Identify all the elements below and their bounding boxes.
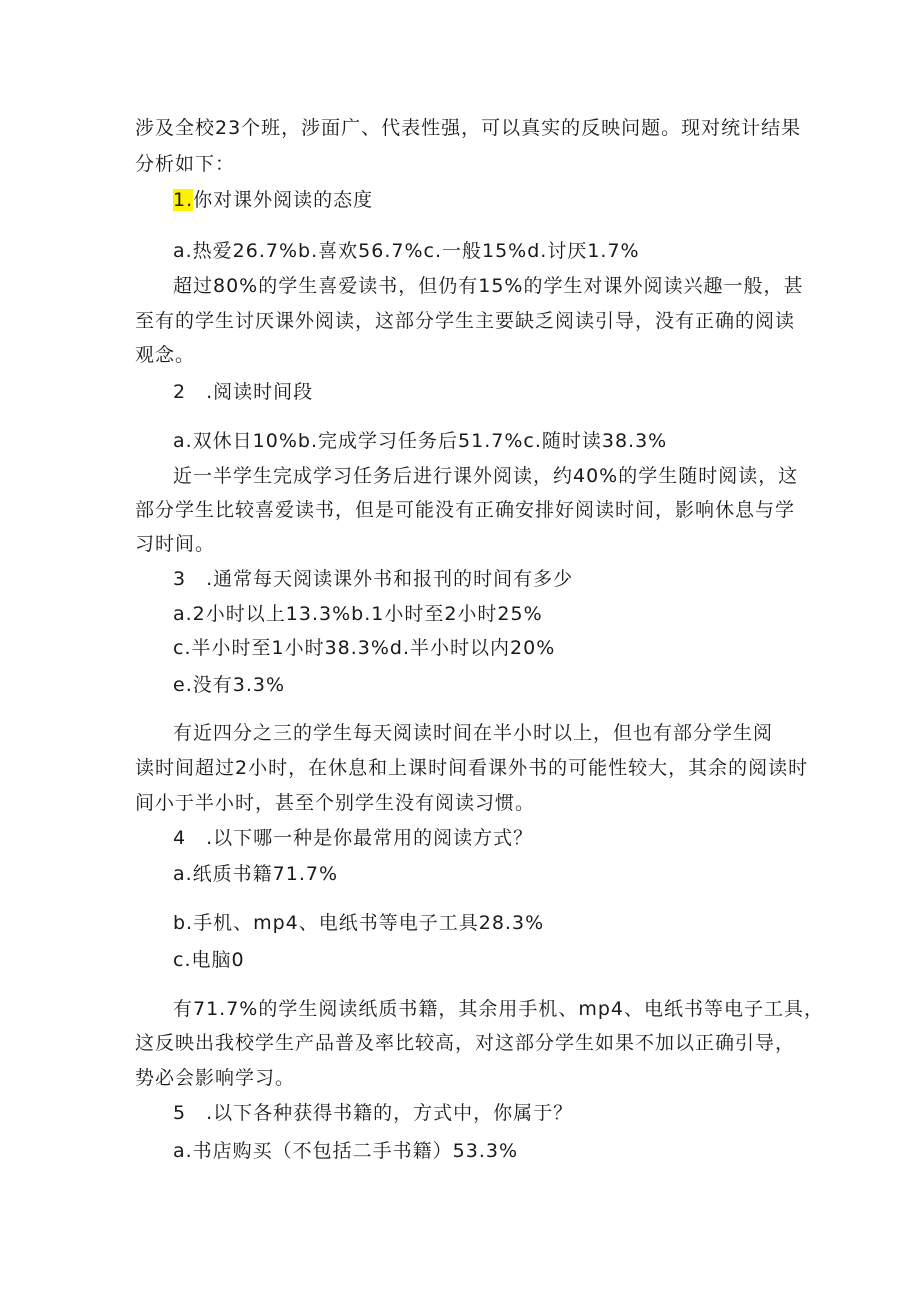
question-2-title: 2 .阅读时间段 [173, 381, 314, 403]
question-4-option-line-2: b.手机、mp4、电纸书等电子工具28.3% [173, 912, 545, 934]
question-3-option-line-3: e.没有3.3% [173, 674, 285, 696]
question-2-options: a.双休日10%b.完成学习任务后51.7%c.随时读38.3% [173, 430, 668, 452]
question-3-analysis-line-3: 间小于半小时，甚至个别学生没有阅读习惯。 [135, 792, 536, 814]
question-3-option-line-2: c.半小时至1小时38.3%d.半小时以内20% [173, 637, 556, 659]
intro-line-1: 涉及全校23个班，涉面广、代表性强，可以真实的反映问题。现对统计结果 [135, 117, 802, 139]
question-2-analysis-line-3: 习时间。 [135, 533, 216, 555]
question-3-analysis-line-2: 读时间超过2小时，在休息和上课时间看课外书的可能性较大，其余的阅读时 [135, 757, 809, 779]
question-4-analysis-line-2: 这反映出我校学生产品普及率比较高，对这部分学生如果不加以正确引导， [135, 1032, 796, 1054]
question-3-analysis-line-1: 有近四分之三的学生每天阅读时间在半小时以上，但也有部分学生阅 [173, 722, 774, 744]
question-1-analysis-line-2: 至有的学生讨厌课外阅读，这部分学生主要缺乏阅读引导，没有正确的阅读 [135, 310, 796, 332]
question-2-analysis-line-1: 近一半学生完成学习任务后进行课外阅读，约40%的学生随时阅读，这 [173, 465, 799, 487]
question-3-option-line-1: a.2小时以上13.3%b.1小时至2小时25% [173, 603, 543, 625]
question-1-options: a.热爱26.7%b.喜欢56.7%c.一般15%d.讨厌1.7% [173, 240, 640, 262]
question-4-analysis-line-3: 势必会影响学习。 [135, 1067, 296, 1089]
question-4-title: 4 .以下哪一种是你最常用的阅读方式？ [173, 827, 534, 849]
intro-line-2: 分析如下： [135, 153, 236, 175]
question-1-title: 你对课外阅读的态度 [193, 189, 374, 211]
question-4-analysis-line-1: 有71.7%的学生阅读纸质书籍，其余用手机、mp4、电纸书等电子工具， [173, 998, 825, 1020]
question-3-title: 3 .通常每天阅读课外书和报刊的时间有多少 [173, 568, 574, 590]
question-2-analysis-line-2: 部分学生比较喜爱读书，但是可能没有正确安排好阅读时间，影响休息与学 [135, 499, 796, 521]
question-1-analysis-line-3: 观念。 [135, 344, 196, 366]
question-5-option-line-1: a.书店购买（不包括二手书籍）53.3% [173, 1140, 519, 1162]
question-4-option-line-1: a.纸质书籍71.7% [173, 863, 339, 885]
question-5-title: 5 .以下各种获得书籍的，方式中，你属于？ [173, 1102, 574, 1124]
question-1-heading [173, 188, 373, 212]
question-1-number: 1. [173, 189, 194, 211]
question-4-option-line-3: c.电脑0 [173, 949, 245, 971]
question-1-analysis-line-1: 超过80%的学生喜爱读书，但仍有15%的学生对课外阅读兴趣一般，甚 [173, 275, 804, 297]
